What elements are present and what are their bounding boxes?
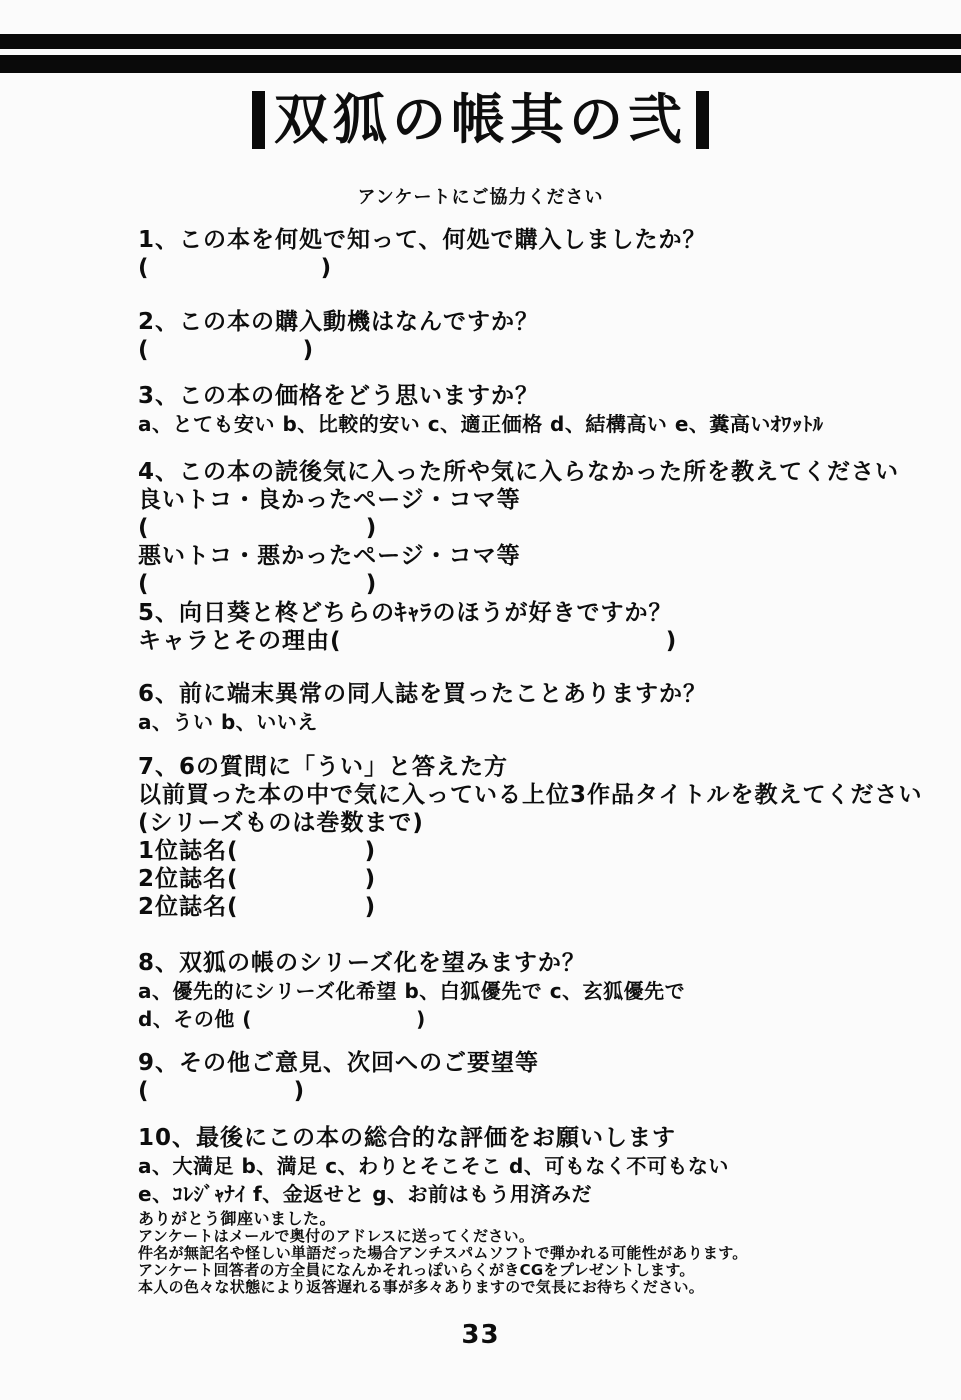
- footer-notes: [138, 1228, 937, 1296]
- question-5: [138, 599, 937, 655]
- question-1: [138, 226, 937, 282]
- title-left-bar-icon: [252, 91, 265, 149]
- question-7: [138, 753, 937, 921]
- question-5-reason-blank: キャラとその理由( ): [138, 628, 678, 654]
- question-7-rank1-blank: 1位誌名( ): [138, 838, 377, 864]
- page-title-text: 双狐の帳其の弐: [274, 88, 687, 151]
- question-4-good-label: 良いトコ・良かったページ・コマ等: [138, 487, 521, 513]
- question-10: [138, 1124, 937, 1230]
- question-6-title: 6、前に端末異常の同人誌を買ったことありますか？: [138, 681, 708, 707]
- footer-note-line: アンケートはメールで奥付のアドレスに送ってください。: [138, 1227, 535, 1245]
- question-8: [138, 949, 937, 1033]
- question-9-answer-blank: ( ): [138, 1078, 306, 1104]
- question-4-bad-label: 悪いトコ・悪かったページ・コマ等: [138, 543, 521, 569]
- question-8-options: a、優先的にシリーズ化希望 b、白狐優先で c、玄狐優先で: [138, 979, 686, 1003]
- question-9: [138, 1049, 937, 1105]
- top-stripe-thin: [0, 34, 961, 49]
- page-number: 33: [461, 1320, 500, 1350]
- question-7-rank2-blank: 2位誌名( ): [138, 866, 377, 892]
- title-right-bar-icon: [696, 91, 709, 149]
- thank-you-note: ありがとう御座いました。: [138, 1209, 337, 1228]
- question-9-title: 9、その他ご意見、次回へのご要望等: [138, 1050, 540, 1076]
- question-4-good-blank: ( ): [138, 515, 378, 541]
- question-7-note: (シリーズものは巻数まで): [138, 810, 424, 836]
- footer-note-line: 件名が無記名や怪しい単語だった場合アンチスパムソフトで弾かれる可能性があります。: [138, 1244, 748, 1262]
- question-3-options: a、とても安い b、比較的安い c、適正価格 d、結構高い e、糞高いｵﾜｯﾄﾙ: [138, 412, 824, 436]
- question-5-title: 5、向日葵と柊どちらのｷｬﾗのほうが好きですか？: [138, 600, 673, 626]
- page-title: [0, 90, 961, 150]
- top-stripe-thick: [0, 55, 961, 73]
- question-2-title: 2、この本の購入動機はなんですか？: [138, 309, 540, 335]
- question-10-title: 10、最後にこの本の総合的な評価をお願いします: [138, 1125, 677, 1151]
- question-6-options: a、うい b、いいえ: [138, 710, 318, 734]
- question-4: [138, 458, 937, 598]
- question-10-options-2: e、ｺﾚｼﾞｬﾅｲ f、金返せと g、お前はもう用済みだ: [138, 1182, 593, 1206]
- question-2: [138, 308, 937, 364]
- question-7-title: 7、6の質問に「うい」と答えた方: [138, 754, 509, 780]
- question-8-title: 8、双狐の帳のシリーズ化を望みますか？: [138, 950, 586, 976]
- question-4-bad-blank: ( ): [138, 571, 378, 597]
- subtitle: アンケートにご協力ください: [357, 187, 604, 208]
- question-1-answer-blank: ( ): [138, 255, 333, 281]
- question-8-other-blank: d、その他 ( ): [138, 1007, 426, 1031]
- question-4-title: 4、この本の読後気に入った所や気に入らなかった所を教えてください: [138, 459, 900, 485]
- question-1-title: 1、この本を何処で知って、何処で購入しましたか？: [138, 227, 707, 253]
- question-3: [138, 382, 937, 438]
- question-10-options-1: a、大満足 b、満足 c、わりとそこそこ d、可もなく不可もない: [138, 1154, 729, 1178]
- footer-note-line: 本人の色々な状態により返答遅れる事が多々ありますので気長にお待ちください。: [138, 1278, 705, 1296]
- footer-note-line: アンケート回答者の方全員になんかそれっぽいらくがきCGをプレゼントします。: [138, 1261, 695, 1279]
- question-6: [138, 680, 937, 736]
- question-3-title: 3、この本の価格をどう思いますか？: [138, 383, 540, 409]
- question-2-answer-blank: ( ): [138, 337, 315, 363]
- question-7-rank3-blank: 2位誌名( ): [138, 894, 377, 920]
- question-7-instruction: 以前買った本の中で気に入っている上位3作品タイトルを教えてください: [138, 782, 923, 808]
